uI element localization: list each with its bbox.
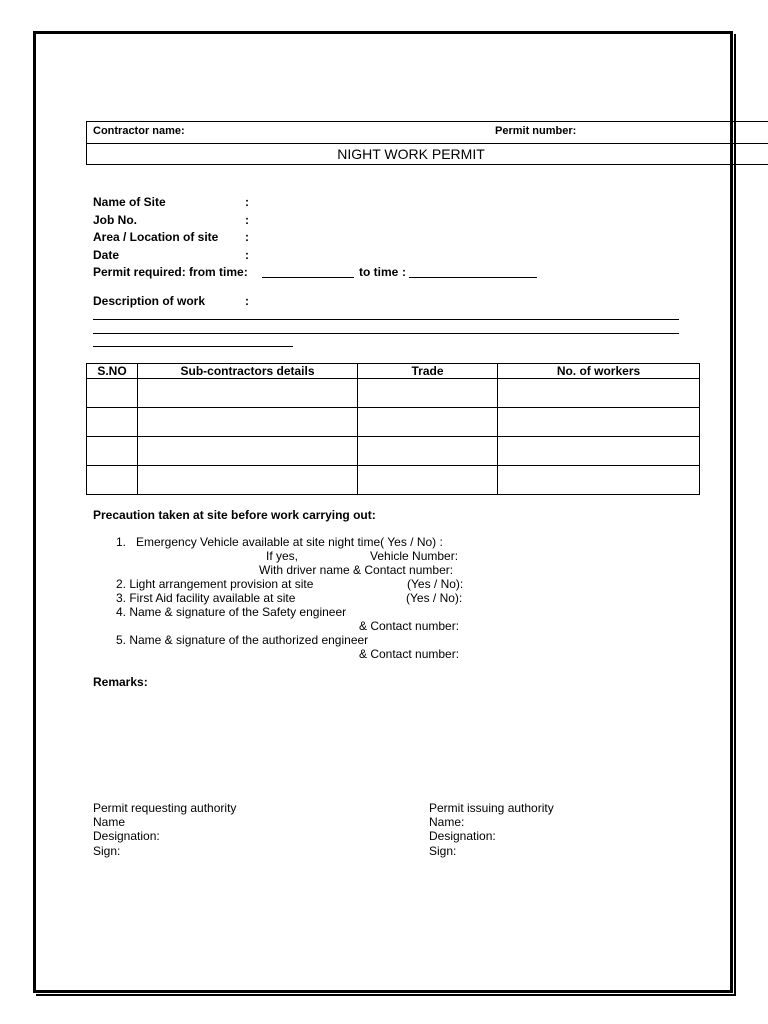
column-header-subcontractor: Sub-contractors details — [138, 364, 358, 379]
table-cell[interactable] — [138, 379, 358, 408]
table-cell[interactable] — [87, 466, 138, 495]
area-label: Area / Location of site — [93, 230, 219, 244]
site-name-label: Name of Site — [93, 195, 166, 209]
issuing-authority-title: Permit issuing authority — [429, 801, 554, 815]
column-header-trade: Trade — [358, 364, 498, 379]
requesting-authority-name: Name — [93, 815, 126, 829]
precaution-item-1-driver-contact: With driver name & Contact number: — [259, 563, 454, 577]
precaution-item-5-contact: & Contact number: — [359, 647, 460, 661]
contractor-name-label: Contractor name: — [93, 125, 185, 137]
table-cell[interactable] — [358, 379, 498, 408]
description-line-1 — [93, 319, 679, 320]
page-title: NIGHT WORK PERMIT — [337, 146, 485, 162]
table-cell[interactable] — [358, 408, 498, 437]
table-cell[interactable] — [138, 408, 358, 437]
precaution-item-1: 1. Emergency Vehicle available at site night time( Yes / No) : — [116, 535, 443, 549]
precaution-item-4-contact: & Contact number: — [359, 619, 460, 633]
table-cell[interactable] — [498, 437, 700, 466]
table-cell[interactable] — [87, 437, 138, 466]
precaution-item-1-vehicle-number: Vehicle Number: — [370, 549, 459, 563]
site-name-colon: : — [245, 195, 249, 209]
precaution-item-2-yes-no: (Yes / No): — [407, 577, 464, 591]
precaution-item-3-yes-no: (Yes / No): — [406, 591, 463, 605]
remarks-label: Remarks: — [93, 675, 148, 689]
precaution-item-2: 2. Light arrangement provision at site — [116, 577, 314, 591]
to-time-label: to time — [359, 265, 399, 279]
precaution-item-3: 3. First Aid facility available at site — [116, 591, 296, 605]
to-time-line — [409, 277, 537, 278]
header-divider — [87, 143, 768, 144]
subcontractors-table — [86, 363, 700, 495]
description-line-2 — [93, 333, 679, 334]
table-cell[interactable] — [87, 408, 138, 437]
description-colon: : — [245, 294, 249, 308]
table-cell[interactable] — [358, 466, 498, 495]
table-row — [87, 408, 700, 437]
from-time-line — [262, 277, 354, 278]
requesting-authority-sign: Sign: — [93, 844, 121, 858]
job-no-label: Job No. — [93, 213, 137, 227]
table-header-row — [87, 364, 700, 379]
job-no-colon: : — [245, 213, 249, 227]
table-row — [87, 437, 700, 466]
table-cell[interactable] — [138, 466, 358, 495]
table-cell[interactable] — [498, 408, 700, 437]
precautions-heading: Precaution taken at site before work carrying out: — [93, 508, 376, 522]
precaution-item-4: 4. Name & signature of the Safety engineer — [116, 605, 347, 619]
description-label: Description of work — [93, 294, 206, 308]
description-line-3 — [93, 346, 293, 347]
table-cell[interactable] — [138, 437, 358, 466]
precaution-item-5: 5. Name & signature of the authorized engineer — [116, 633, 369, 647]
precaution-item-1-if-yes: If yes, — [266, 549, 299, 563]
table-row — [87, 466, 700, 495]
table-cell[interactable] — [358, 437, 498, 466]
area-colon: : — [245, 230, 249, 244]
table-row — [87, 379, 700, 408]
requesting-authority-title: Permit requesting authority — [93, 801, 237, 815]
column-header-workers: No. of workers — [498, 364, 700, 379]
table-cell[interactable] — [87, 379, 138, 408]
permit-number-label: Permit number: — [495, 125, 577, 137]
issuing-authority-designation: Designation: — [429, 829, 496, 843]
requesting-authority-designation: Designation: — [93, 829, 160, 843]
table-cell[interactable] — [498, 466, 700, 495]
column-header-sno: S.NO — [87, 364, 138, 379]
issuing-authority-sign: Sign: — [429, 844, 457, 858]
table-cell[interactable] — [498, 379, 700, 408]
permit-from-time-label: Permit required: from time: — [93, 265, 248, 279]
date-colon: : — [245, 248, 249, 262]
date-label: Date — [93, 248, 120, 262]
to-time-colon: : — [402, 265, 406, 279]
issuing-authority-name: Name: — [429, 815, 465, 829]
